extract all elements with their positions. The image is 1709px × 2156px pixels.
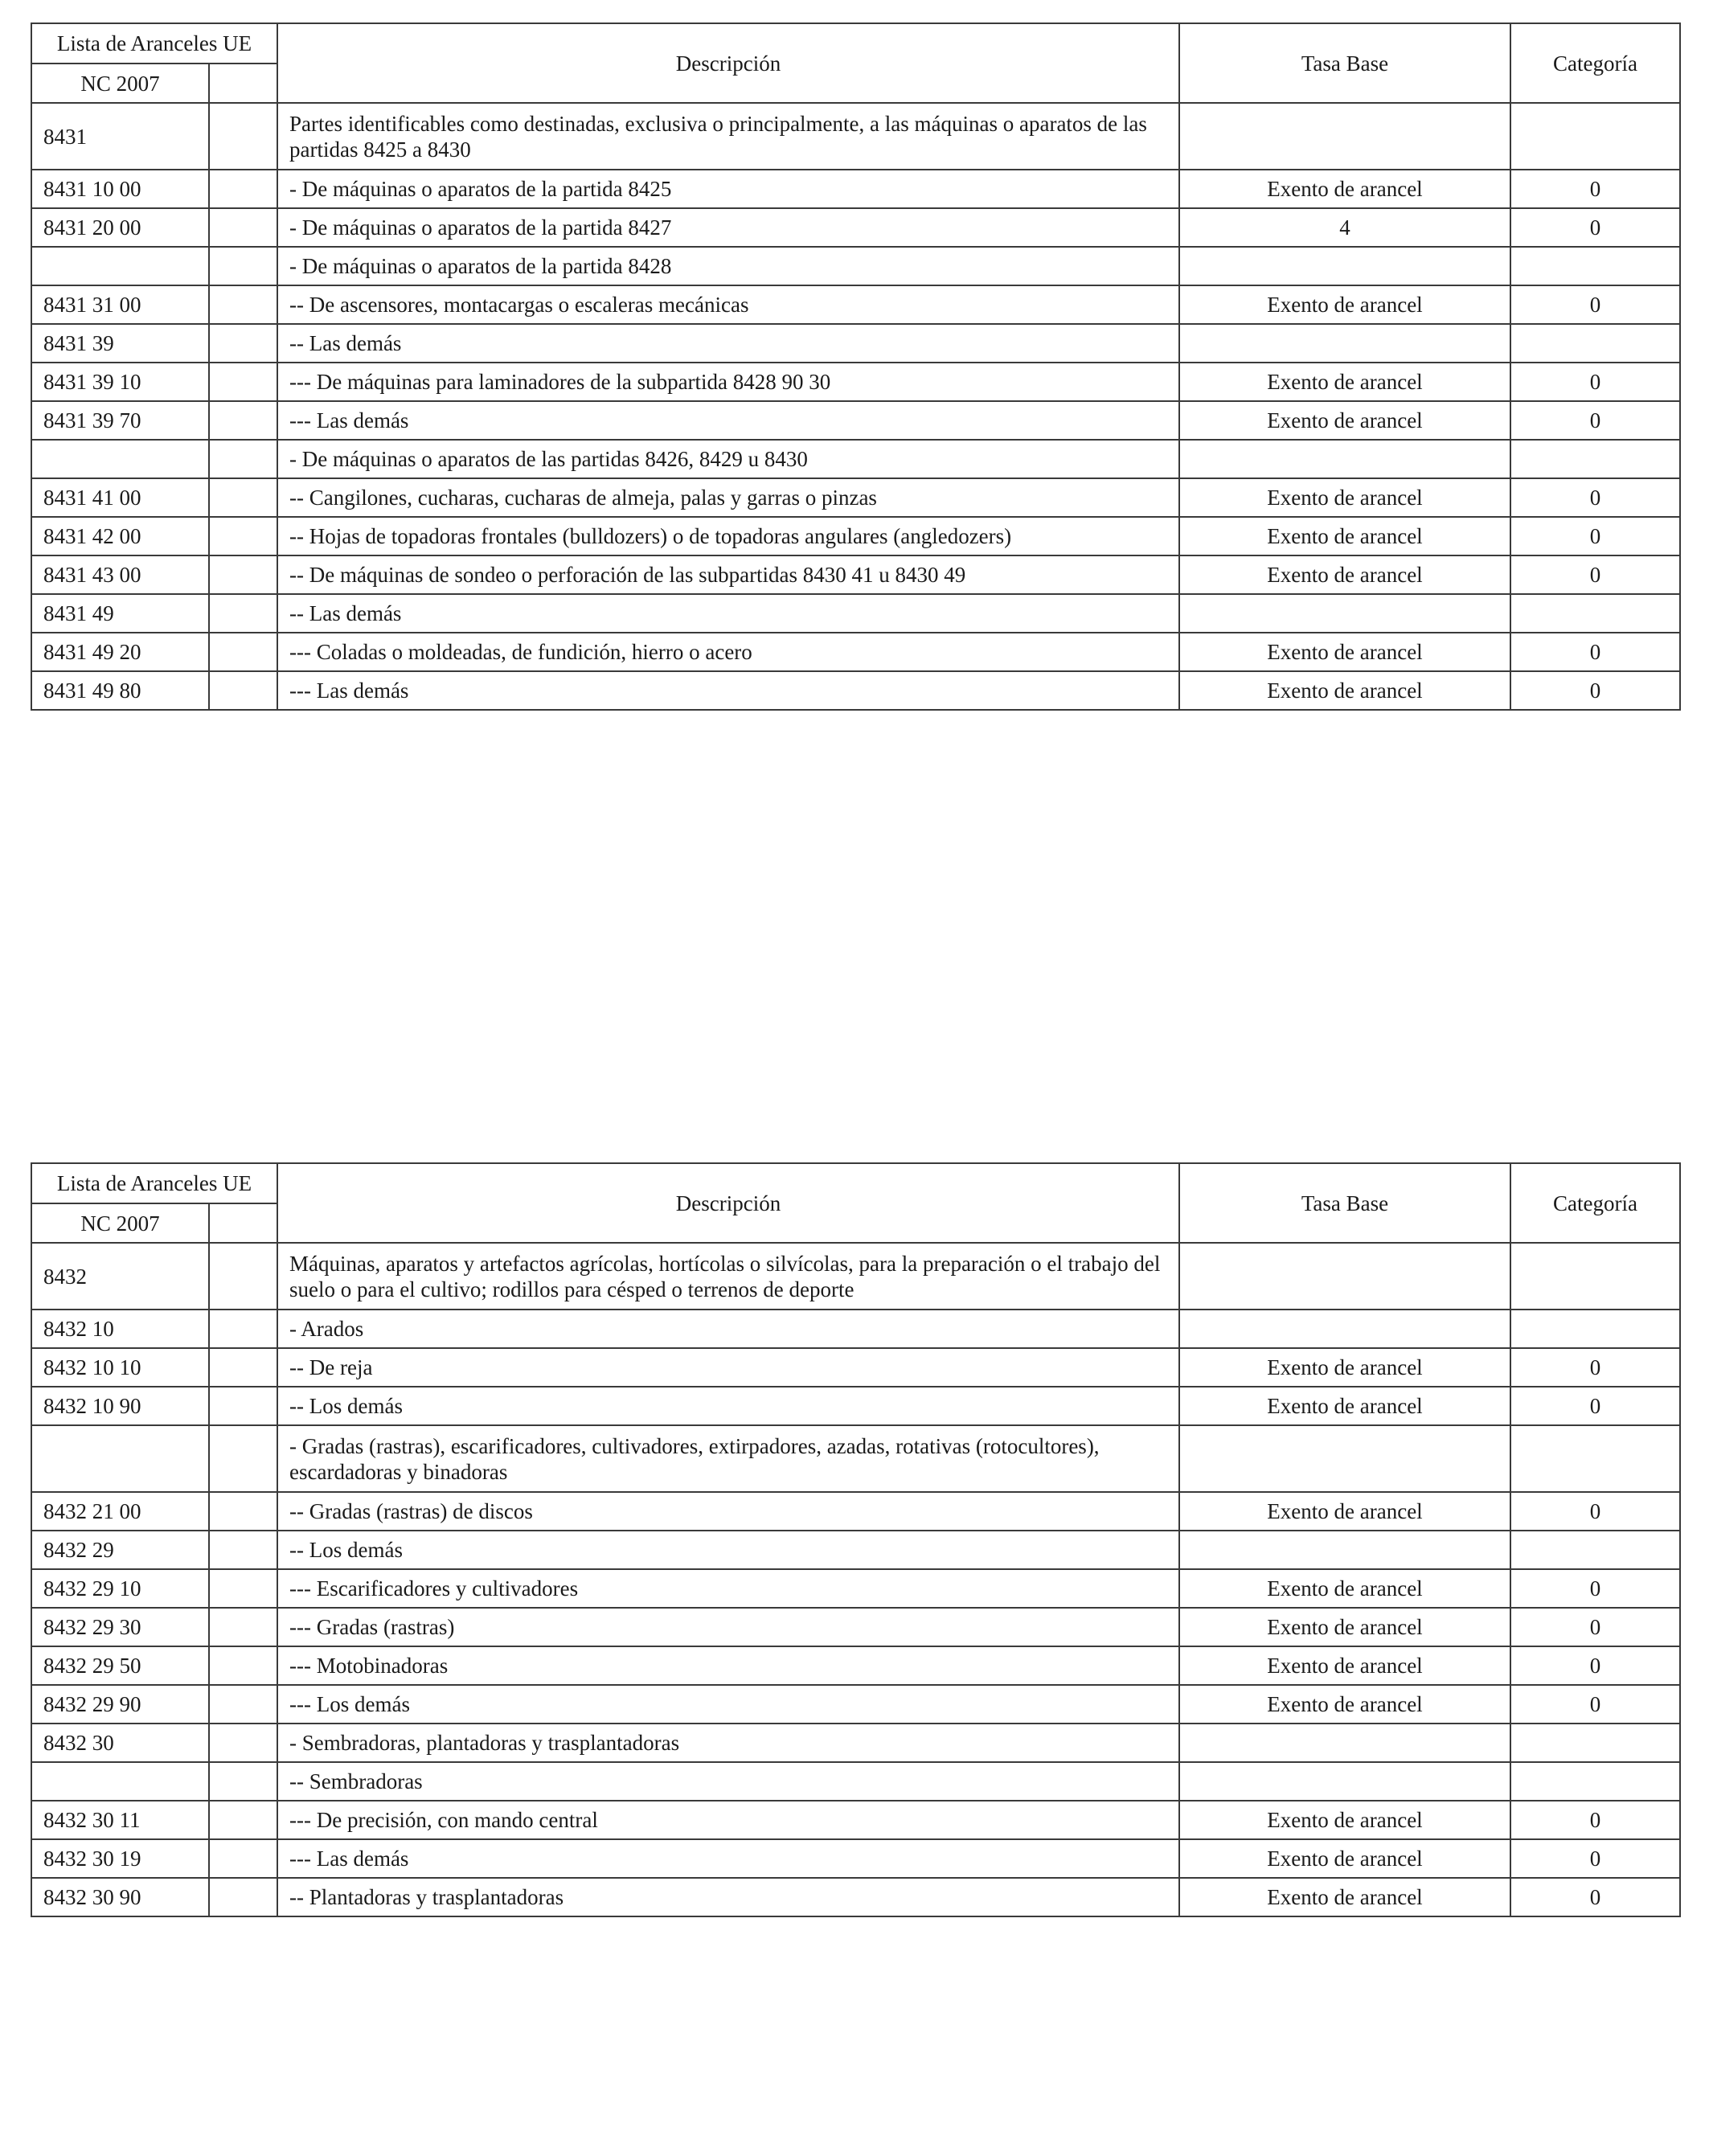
category-cell: 0	[1510, 401, 1680, 440]
category-cell: 0	[1510, 285, 1680, 324]
blank-cell	[209, 1310, 277, 1348]
base-rate-cell: Exento de arancel	[1179, 671, 1510, 710]
blank-cell	[209, 1646, 277, 1685]
description-cell: -- Los demás	[277, 1387, 1179, 1425]
blank-cell	[209, 208, 277, 247]
category-cell: 0	[1510, 1646, 1680, 1685]
category-cell: 0	[1510, 633, 1680, 671]
category-cell: 0	[1510, 555, 1680, 594]
tariff-code-cell: 8432 29	[31, 1531, 209, 1569]
tariff-code-cell: 8431 31 00	[31, 285, 209, 324]
base-rate-cell	[1179, 1425, 1510, 1492]
tariff-table-8432	[31, 1162, 1681, 1917]
table-row	[31, 170, 1680, 208]
base-rate-cell: Exento de arancel	[1179, 1685, 1510, 1724]
category-cell	[1510, 440, 1680, 478]
table-row	[31, 1646, 1680, 1685]
header-blank-cell	[209, 1203, 277, 1243]
blank-cell	[209, 170, 277, 208]
tariff-code-cell: 8432 30 90	[31, 1878, 209, 1916]
blank-cell	[209, 1724, 277, 1762]
blank-cell	[209, 517, 277, 555]
category-cell: 0	[1510, 1801, 1680, 1839]
blank-cell	[209, 1839, 277, 1878]
base-rate-cell: Exento de arancel	[1179, 170, 1510, 208]
description-cell: --- Las demás	[277, 401, 1179, 440]
header-tariff-list: Lista de Aranceles UE	[31, 23, 277, 64]
header-base-rate: Tasa Base	[1179, 1163, 1510, 1243]
blank-cell	[209, 440, 277, 478]
category-cell	[1510, 247, 1680, 285]
header-description: Descripción	[277, 1163, 1179, 1243]
blank-cell	[209, 1569, 277, 1608]
base-rate-cell: 4	[1179, 208, 1510, 247]
blank-cell	[209, 285, 277, 324]
description-cell: - De máquinas o aparatos de la partida 8427	[277, 208, 1179, 247]
tariff-code-cell: 8432 30 11	[31, 1801, 209, 1839]
table-row	[31, 1724, 1680, 1762]
table-body	[31, 103, 1680, 710]
table-row	[31, 401, 1680, 440]
description-cell: --- Coladas o moldeadas, de fundición, hierro o acero	[277, 633, 1179, 671]
tariff-code-cell: 8431 49	[31, 594, 209, 633]
blank-cell	[209, 671, 277, 710]
base-rate-cell	[1179, 1762, 1510, 1801]
description-cell: -- Plantadoras y trasplantadoras	[277, 1878, 1179, 1916]
table-row	[31, 594, 1680, 633]
base-rate-cell: Exento de arancel	[1179, 363, 1510, 401]
category-cell: 0	[1510, 1492, 1680, 1531]
base-rate-cell	[1179, 1531, 1510, 1569]
tariff-code-cell: 8432 29 10	[31, 1569, 209, 1608]
category-cell	[1510, 594, 1680, 633]
base-rate-cell: Exento de arancel	[1179, 285, 1510, 324]
tariff-code-cell: 8431 39 70	[31, 401, 209, 440]
tariff-code-cell: 8431 39 10	[31, 363, 209, 401]
description-cell: - De máquinas o aparatos de la partida 8428	[277, 247, 1179, 285]
blank-cell	[209, 103, 277, 170]
base-rate-cell: Exento de arancel	[1179, 555, 1510, 594]
base-rate-cell: Exento de arancel	[1179, 1839, 1510, 1878]
table-row	[31, 1569, 1680, 1608]
blank-cell	[209, 1425, 277, 1492]
table-row	[31, 1801, 1680, 1839]
table-row	[31, 208, 1680, 247]
header-blank-cell	[209, 64, 277, 103]
header-description: Descripción	[277, 23, 1179, 103]
tariff-code-cell	[31, 1425, 209, 1492]
description-cell: -- Sembradoras	[277, 1762, 1179, 1801]
base-rate-cell: Exento de arancel	[1179, 1801, 1510, 1839]
category-cell	[1510, 1724, 1680, 1762]
category-cell: 0	[1510, 1348, 1680, 1387]
description-cell: -- Las demás	[277, 594, 1179, 633]
tariff-code-cell: 8431 39	[31, 324, 209, 363]
blank-cell	[209, 555, 277, 594]
tariff-code-cell: 8431 49 80	[31, 671, 209, 710]
tariff-code-cell: 8431 49 20	[31, 633, 209, 671]
tariff-code-cell: 8432 10 10	[31, 1348, 209, 1387]
category-cell: 0	[1510, 1839, 1680, 1878]
blank-cell	[209, 247, 277, 285]
table-row	[31, 1762, 1680, 1801]
tariff-code-cell: 8432 29 50	[31, 1646, 209, 1685]
base-rate-cell: Exento de arancel	[1179, 633, 1510, 671]
blank-cell	[209, 1387, 277, 1425]
description-cell: Máquinas, aparatos y artefactos agrícolas, hortícolas o silvícolas, para la preparación o el trabajo del suelo o para el cultivo; rodillos para césped o terrenos de deporte	[277, 1243, 1179, 1310]
tariff-table-8431	[31, 23, 1681, 711]
table-row	[31, 478, 1680, 517]
description-cell: --- De máquinas para laminadores de la subpartida 8428 90 30	[277, 363, 1179, 401]
blank-cell	[209, 363, 277, 401]
description-cell: --- Los demás	[277, 1685, 1179, 1724]
description-cell: --- Gradas (rastras)	[277, 1608, 1179, 1646]
category-cell	[1510, 1531, 1680, 1569]
table-row	[31, 1839, 1680, 1878]
tariff-code-cell: 8431 43 00	[31, 555, 209, 594]
base-rate-cell	[1179, 440, 1510, 478]
tariff-code-cell: 8431 41 00	[31, 478, 209, 517]
base-rate-cell: Exento de arancel	[1179, 1569, 1510, 1608]
category-cell: 0	[1510, 1608, 1680, 1646]
blank-cell	[209, 1492, 277, 1531]
base-rate-cell	[1179, 1724, 1510, 1762]
blank-cell	[209, 1348, 277, 1387]
description-cell: - Sembradoras, plantadoras y trasplantadoras	[277, 1724, 1179, 1762]
category-cell	[1510, 103, 1680, 170]
blank-cell	[209, 478, 277, 517]
category-cell	[1510, 1310, 1680, 1348]
blank-cell	[209, 1608, 277, 1646]
blank-cell	[209, 401, 277, 440]
tariff-code-cell	[31, 1762, 209, 1801]
description-cell: - De máquinas o aparatos de las partidas 8426, 8429 u 8430	[277, 440, 1179, 478]
table-header	[31, 1163, 1680, 1243]
header-nc-2007: NC 2007	[31, 64, 209, 103]
base-rate-cell: Exento de arancel	[1179, 517, 1510, 555]
description-cell: -- Cangilones, cucharas, cucharas de almeja, palas y garras o pinzas	[277, 478, 1179, 517]
blank-cell	[209, 633, 277, 671]
tariff-code-cell: 8431 10 00	[31, 170, 209, 208]
tariff-code-cell: 8431 42 00	[31, 517, 209, 555]
table-row	[31, 517, 1680, 555]
base-rate-cell	[1179, 1310, 1510, 1348]
table-row	[31, 1425, 1680, 1492]
description-cell: -- De máquinas de sondeo o perforación de las subpartidas 8430 41 u 8430 49	[277, 555, 1179, 594]
table-row	[31, 285, 1680, 324]
table-row	[31, 1348, 1680, 1387]
tariff-code-cell	[31, 247, 209, 285]
blank-cell	[209, 1878, 277, 1916]
description-cell: -- Los demás	[277, 1531, 1179, 1569]
tariff-code-cell: 8432 29 30	[31, 1608, 209, 1646]
tariff-code-cell: 8432 30 19	[31, 1839, 209, 1878]
table-row	[31, 1608, 1680, 1646]
tariff-code-cell: 8432 21 00	[31, 1492, 209, 1531]
tariff-code-cell: 8431	[31, 103, 209, 170]
table-row	[31, 633, 1680, 671]
base-rate-cell	[1179, 594, 1510, 633]
category-cell: 0	[1510, 478, 1680, 517]
table-body	[31, 1243, 1680, 1916]
tariff-code-cell: 8432 10 90	[31, 1387, 209, 1425]
table-row	[31, 671, 1680, 710]
description-cell: -- Hojas de topadoras frontales (bulldozers) o de topadoras angulares (angledozers)	[277, 517, 1179, 555]
description-cell: -- De reja	[277, 1348, 1179, 1387]
category-cell: 0	[1510, 517, 1680, 555]
category-cell: 0	[1510, 208, 1680, 247]
description-cell: -- Gradas (rastras) de discos	[277, 1492, 1179, 1531]
blank-cell	[209, 1762, 277, 1801]
tariff-code-cell: 8432 30	[31, 1724, 209, 1762]
description-cell: --- Las demás	[277, 1839, 1179, 1878]
category-cell: 0	[1510, 671, 1680, 710]
base-rate-cell: Exento de arancel	[1179, 478, 1510, 517]
table-row	[31, 324, 1680, 363]
table-header	[31, 23, 1680, 103]
table-row	[31, 1310, 1680, 1348]
header-nc-2007: NC 2007	[31, 1203, 209, 1243]
base-rate-cell: Exento de arancel	[1179, 1878, 1510, 1916]
base-rate-cell: Exento de arancel	[1179, 1646, 1510, 1685]
table-row	[31, 1685, 1680, 1724]
base-rate-cell: Exento de arancel	[1179, 401, 1510, 440]
tariff-code-cell	[31, 440, 209, 478]
description-cell: - Gradas (rastras), escarificadores, cultivadores, extirpadores, azadas, rotativas (rotocultores), escardadoras y binadoras	[277, 1425, 1179, 1492]
table-row	[31, 555, 1680, 594]
tariff-code-cell: 8432 10	[31, 1310, 209, 1348]
tariff-code-cell: 8432	[31, 1243, 209, 1310]
table-row	[31, 247, 1680, 285]
base-rate-cell	[1179, 103, 1510, 170]
table-row	[31, 103, 1680, 170]
blank-cell	[209, 1243, 277, 1310]
category-cell: 0	[1510, 1878, 1680, 1916]
blank-cell	[209, 324, 277, 363]
category-cell	[1510, 1425, 1680, 1492]
description-cell: - Arados	[277, 1310, 1179, 1348]
table-row	[31, 440, 1680, 478]
base-rate-cell: Exento de arancel	[1179, 1492, 1510, 1531]
tariff-code-cell: 8432 29 90	[31, 1685, 209, 1724]
tariff-code-cell: 8431 20 00	[31, 208, 209, 247]
table-row	[31, 1492, 1680, 1531]
table-row	[31, 1243, 1680, 1310]
description-cell: - De máquinas o aparatos de la partida 8425	[277, 170, 1179, 208]
category-cell: 0	[1510, 1685, 1680, 1724]
header-base-rate: Tasa Base	[1179, 23, 1510, 103]
header-category: Categoría	[1510, 23, 1680, 103]
table-row	[31, 363, 1680, 401]
blank-cell	[209, 1685, 277, 1724]
header-tariff-list: Lista de Aranceles UE	[31, 1163, 277, 1203]
blank-cell	[209, 1531, 277, 1569]
table-row	[31, 1878, 1680, 1916]
blank-cell	[209, 594, 277, 633]
header-category: Categoría	[1510, 1163, 1680, 1243]
category-cell: 0	[1510, 1387, 1680, 1425]
category-cell	[1510, 1762, 1680, 1801]
description-cell: --- Motobinadoras	[277, 1646, 1179, 1685]
base-rate-cell	[1179, 324, 1510, 363]
description-cell: --- Las demás	[277, 671, 1179, 710]
category-cell	[1510, 1243, 1680, 1310]
base-rate-cell	[1179, 247, 1510, 285]
description-cell: --- De precisión, con mando central	[277, 1801, 1179, 1839]
category-cell: 0	[1510, 170, 1680, 208]
base-rate-cell	[1179, 1243, 1510, 1310]
description-cell: Partes identificables como destinadas, exclusiva o principalmente, a las máquinas o aparatos de las partidas 8425 a 8430	[277, 103, 1179, 170]
description-cell: -- Las demás	[277, 324, 1179, 363]
base-rate-cell: Exento de arancel	[1179, 1608, 1510, 1646]
category-cell	[1510, 324, 1680, 363]
table-row	[31, 1387, 1680, 1425]
description-cell: -- De ascensores, montacargas o escaleras mecánicas	[277, 285, 1179, 324]
base-rate-cell: Exento de arancel	[1179, 1348, 1510, 1387]
description-cell: --- Escarificadores y cultivadores	[277, 1569, 1179, 1608]
base-rate-cell: Exento de arancel	[1179, 1387, 1510, 1425]
blank-cell	[209, 1801, 277, 1839]
category-cell: 0	[1510, 1569, 1680, 1608]
category-cell: 0	[1510, 363, 1680, 401]
table-row	[31, 1531, 1680, 1569]
